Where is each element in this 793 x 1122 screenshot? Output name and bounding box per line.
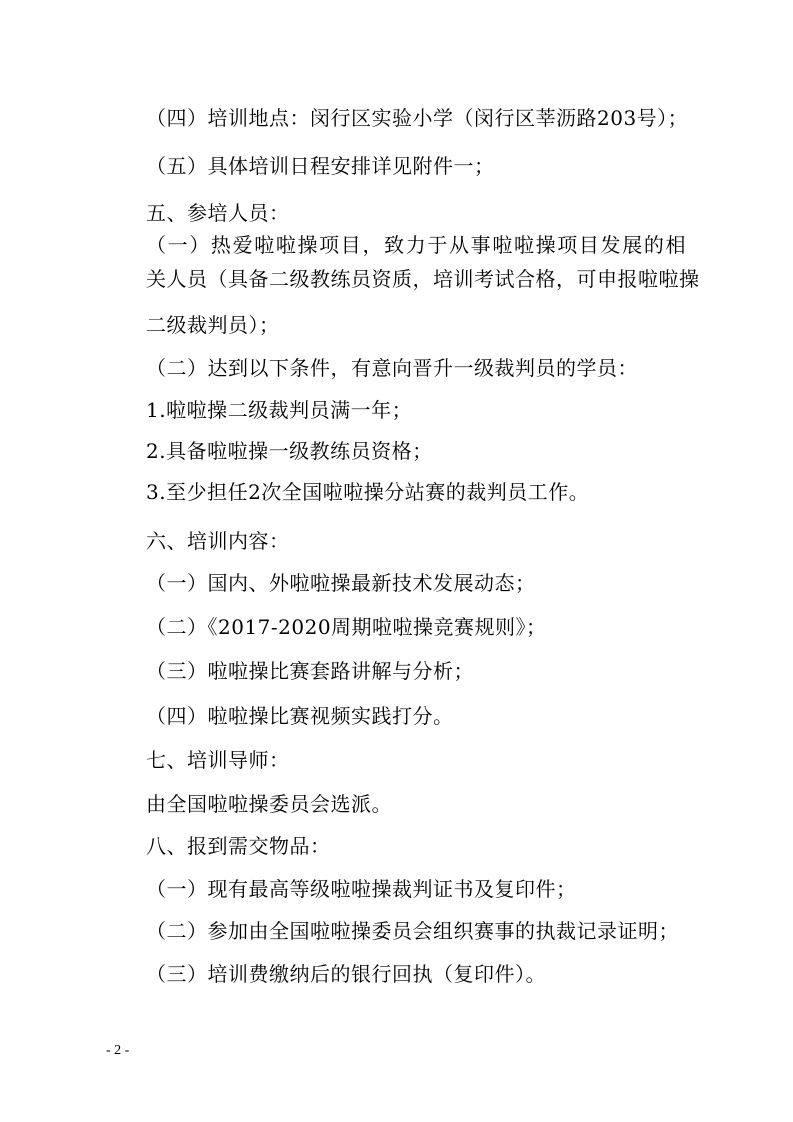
page-number: - 2 - (106, 1043, 130, 1058)
participant-item-1-line-1: （一）热爱啦啦操项目，致力于从事啦啦操项目发展的相 (146, 233, 686, 257)
condition-3-line: 3.至少担任2次全国啦啦操分站赛的裁判员工作。 (146, 480, 590, 504)
materials-item-3-line: （三）培训费缴纳后的银行回执（复印件）。 (146, 962, 546, 986)
training-schedule-line: （五）具体培训日程安排详见附件一； (146, 154, 495, 178)
participant-item-2-line: （二）达到以下条件，有意向晋升一级裁判员的学员： (146, 356, 638, 380)
content-item-2-line: （二）《2017-2020周期啦啦操竞赛规则》； (146, 615, 547, 639)
section-heading-content: 六、培训内容： (146, 529, 290, 553)
condition-1-line: 1.啦啦操二级裁判员满一年； (146, 398, 413, 422)
participant-item-1-line-2: 关人员（具备二级教练员资质，培训考试合格，可申报啦啦操 (146, 267, 700, 291)
materials-item-2-line: （二）参加由全国啦啦操委员会组织赛事的执裁记录证明； (146, 919, 679, 943)
section-heading-instructor: 七、培训导师： (146, 748, 290, 772)
participant-item-1-line-3: 二级裁判员）； (146, 313, 280, 337)
content-item-3-line: （三）啦啦操比赛套路讲解与分析； (146, 659, 474, 683)
training-location-line: （四）培训地点：闵行区实验小学（闵行区莘沥路203号）； (146, 106, 689, 130)
content-item-4-line: （四）啦啦操比赛视频实践打分。 (146, 704, 454, 728)
section-heading-participants: 五、参培人员： (146, 201, 290, 225)
instructor-line: 由全国啦啦操委员会选派。 (146, 792, 392, 816)
content-item-1-line: （一）国内、外啦啦操最新技术发展动态； (146, 571, 536, 595)
section-heading-materials: 八、报到需交物品： (146, 834, 331, 858)
condition-2-line: 2.具备啦啦操一级教练员资格； (146, 439, 433, 463)
materials-item-1-line: （一）现有最高等级啦啦操裁判证书及复印件； (146, 877, 577, 901)
